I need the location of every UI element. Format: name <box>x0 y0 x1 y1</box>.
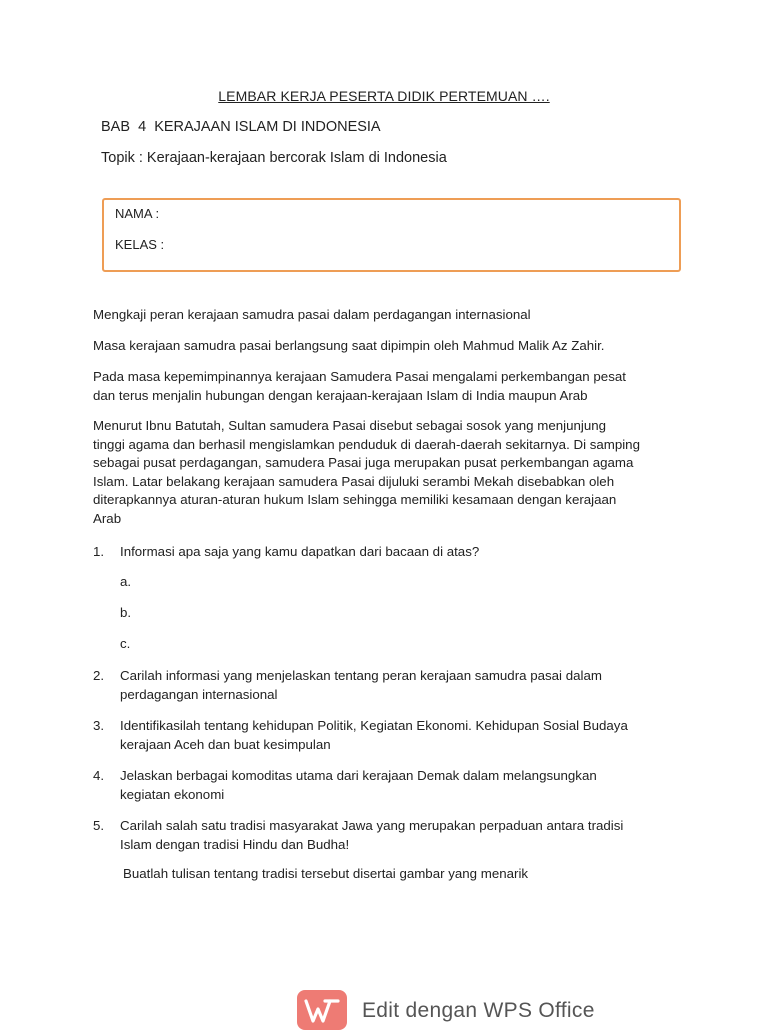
reading-paragraph-3-line-1: Pada masa kepemimpinannya kerajaan Samudera Pasai mengalami perkembangan pesat <box>93 369 626 384</box>
wps-logo-icon <box>297 990 347 1030</box>
question-text <box>120 816 680 854</box>
question-text-line-2: Islam dengan tradisi Hindu dan Budha! <box>120 837 350 852</box>
reading-paragraph-3-line-2: dan terus menjalin hubungan dengan kerajaan-kerajaan Islam di India maupun Arab <box>93 387 588 403</box>
question-number: 1. <box>93 544 105 559</box>
topic-heading: Topik : Kerajaan-kerajaan bercorak Islam di Indonesia <box>101 150 447 166</box>
reading-paragraph-3 <box>93 368 683 405</box>
reading-paragraph-4-line-1: Menurut Ibnu Batutah, Sultan samudera Pasai disebut sebagai sosok yang menjunjung <box>93 418 607 433</box>
question-text <box>120 716 680 754</box>
reading-paragraph-4-line-2: tinggi agama dan berhasil mengislamkan penduduk di daerah-daerah sekitarnya. Di samping <box>93 436 640 452</box>
wps-watermark[interactable] <box>297 990 617 1024</box>
closing-instruction: Buatlah tulisan tentang tradisi tersebut disertai gambar yang menarik <box>123 866 529 881</box>
reading-paragraph-2: Masa kerajaan samudra pasai berlangsung saat dipimpin oleh Mahmud Malik Az Zahir. <box>93 338 605 353</box>
question-text-line-1: Carilah salah satu tradisi masyarakat Jawa yang merupakan perpaduan antara tradisi <box>120 818 624 833</box>
answer-item-a: a. <box>120 574 132 589</box>
question-number: 5. <box>93 818 105 833</box>
chapter-heading: BAB 4 KERAJAAN ISLAM DI INDONESIA <box>101 119 381 135</box>
worksheet-title: LEMBAR KERJA PESERTA DIDIK PERTEMUAN …. <box>218 88 550 104</box>
question-text-line-2: kerajaan Aceh dan buat kesimpulan <box>120 737 331 752</box>
nama-label: NAMA : <box>115 206 160 221</box>
wps-watermark-text: Edit dengan WPS Office <box>362 999 595 1022</box>
reading-paragraph-4-line-5: diterapkannya aturan-aturan hukum Islam sehingga memiliki kesamaan dengan kerajaan <box>93 492 617 507</box>
question-text-line-2: perdagangan internasional <box>120 687 278 702</box>
reading-paragraph-4-line-6: Arab <box>93 510 122 526</box>
question-text: Informasi apa saja yang kamu dapatkan dari bacaan di atas? <box>120 544 480 559</box>
question-text <box>120 666 680 704</box>
kelas-label: KELAS : <box>115 237 165 252</box>
reading-paragraph-4-line-4: Islam. Latar belakang kerajaan samudera Pasai dijuluki serambi Mekah disebabkan oleh <box>93 473 615 489</box>
question-text <box>120 766 680 804</box>
question-number: 3. <box>93 718 105 733</box>
reading-paragraph-4 <box>93 417 683 528</box>
question-text-line-1: Identifikasilah tentang kehidupan Politik, Kegiatan Ekonomi. Kehidupan Sosial Budaya <box>120 718 628 733</box>
question-text-line-1: Jelaskan berbagai komoditas utama dari kerajaan Demak dalam melangsungkan <box>120 768 597 783</box>
question-number: 2. <box>93 668 105 683</box>
question-text-line-1: Carilah informasi yang menjelaskan tentang peran kerajaan samudra pasai dalam <box>120 668 602 683</box>
reading-paragraph-4-line-3: sebagai pusat perdagangan, samudera Pasai juga merupakan pusat perkembangan agama <box>93 455 634 470</box>
question-text-line-2: kegiatan ekonomi <box>120 787 225 802</box>
answer-item-b: b. <box>120 605 132 620</box>
wps-w-glyph-icon <box>303 998 341 1024</box>
question-number: 4. <box>93 768 105 783</box>
reading-paragraph-1: Mengkaji peran kerajaan samudra pasai dalam perdagangan internasional <box>93 307 531 322</box>
student-identity-box <box>102 198 681 272</box>
answer-item-c: c. <box>120 636 131 651</box>
